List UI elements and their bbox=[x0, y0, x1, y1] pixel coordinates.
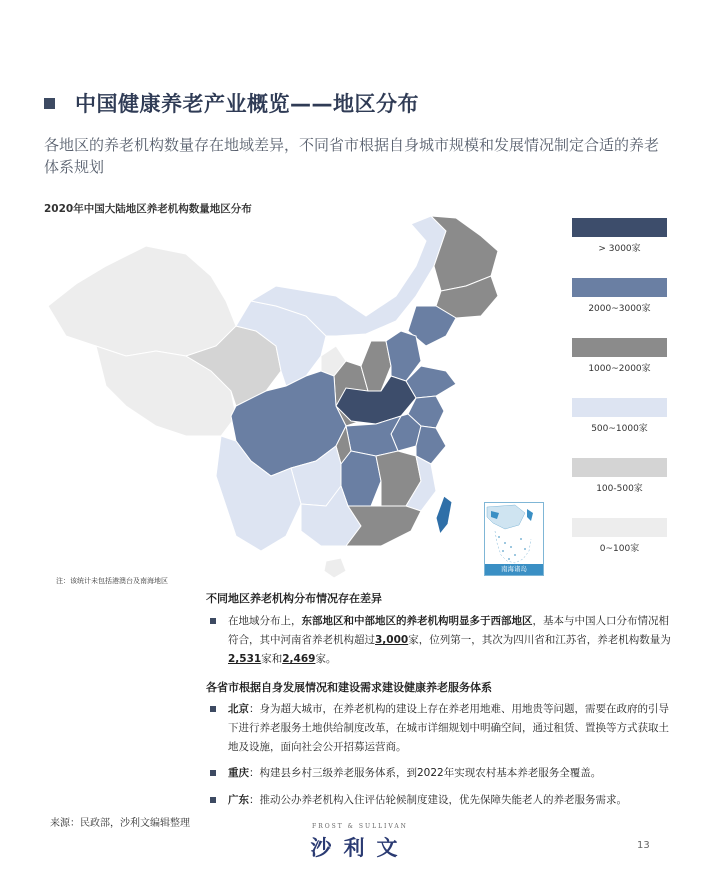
legend-item bbox=[572, 458, 668, 518]
bullet-guangdong bbox=[206, 791, 676, 810]
section1-text bbox=[228, 612, 676, 669]
text-run: 家和 bbox=[261, 653, 283, 665]
page-number: 13 bbox=[637, 840, 650, 851]
section1-bullet bbox=[206, 612, 676, 669]
legend-item bbox=[572, 338, 668, 398]
text-run-bold: 东部地区和中部地区的养老机构明显多于西部地区 bbox=[301, 615, 533, 627]
text-run: ：身为超大城市，在养老机构的建设上存在养老用地难、用地贵等问题，需要在政府的引导下进行养老服务土地供给制度改革，在城市详细规划中明确空间，通过租赁、置换等方式获取土地及设施，面向社会公开招募运营商。 bbox=[228, 703, 669, 753]
page-subtitle: 各地区的养老机构数量存在地域差异，不同省市根据自身城市规模和发展情况制定合适的养老体系规划 bbox=[44, 136, 660, 176]
beijing-label: 北京 bbox=[228, 703, 249, 715]
chongqing-label: 重庆 bbox=[228, 767, 249, 779]
legend-label: 1000~2000家 bbox=[588, 364, 651, 374]
map-note: 注：该统计未包括港澳台及南海地区 bbox=[56, 577, 168, 585]
region-hunan bbox=[341, 451, 381, 506]
region-taiwan bbox=[436, 496, 452, 534]
legend-swatch bbox=[572, 278, 667, 297]
source-note: 来源：民政部，沙利文编辑整理 bbox=[50, 818, 190, 829]
china-map bbox=[36, 206, 556, 586]
south-china-sea-inset bbox=[484, 502, 544, 576]
value-henan: 3,000 bbox=[375, 634, 409, 646]
map-legend bbox=[572, 218, 668, 578]
region-xinjiang bbox=[48, 246, 236, 356]
legend-swatch bbox=[572, 398, 667, 417]
china-map-svg bbox=[36, 206, 556, 586]
text-run: 家，位列第一，其次为四川省和江苏省，养老机构数量为 bbox=[408, 634, 671, 646]
section1-heading: 不同地区养老机构分布情况存在差异 bbox=[206, 592, 382, 605]
chongqing-text bbox=[228, 764, 676, 783]
text-run: ：构建县乡村三级养老服务体系，到2022年实现农村基本养老服务全覆盖。 bbox=[249, 767, 602, 779]
logo-top-text: FROST & SULLIVAN bbox=[312, 823, 408, 830]
beijing-text bbox=[228, 700, 676, 757]
bullet-square-icon bbox=[210, 706, 216, 712]
value-sichuan: 2,531 bbox=[228, 653, 262, 665]
legend-item bbox=[572, 398, 668, 458]
guangdong-label: 广东 bbox=[228, 794, 249, 806]
text-run: ：推动公办养老机构入住评估轮候制度建设，优先保障失能老人的养老服务需求。 bbox=[249, 794, 627, 806]
legend-swatch bbox=[572, 518, 667, 537]
legend-swatch bbox=[572, 218, 667, 237]
legend-label: 100-500家 bbox=[596, 484, 643, 494]
title-row bbox=[44, 88, 419, 118]
map-title: 2020年中国大陆地区养老机构数量地区分布 bbox=[44, 203, 252, 215]
title-bullet-icon bbox=[44, 98, 55, 109]
text-run: 家。 bbox=[315, 653, 337, 665]
legend-label: 2000~3000家 bbox=[588, 304, 651, 314]
legend-swatch bbox=[572, 458, 667, 477]
legend-label: 0~100家 bbox=[599, 544, 640, 554]
bullet-square-icon bbox=[210, 797, 216, 803]
bullet-square-icon bbox=[210, 618, 216, 624]
legend-item bbox=[572, 218, 668, 278]
section2-heading: 各省市根据自身发展情况和建设需求建设健康养老服务体系 bbox=[206, 681, 492, 694]
legend-label: > 3000家 bbox=[598, 244, 641, 254]
text-run: ，基本与中国人口分布情况相符合，其中河南省养老机构超过 bbox=[228, 615, 669, 646]
legend-item bbox=[572, 278, 668, 338]
text-run: 在地域分布上， bbox=[228, 615, 302, 627]
value-jiangsu: 2,469 bbox=[282, 653, 316, 665]
bullet-square-icon bbox=[210, 770, 216, 776]
guangdong-text bbox=[228, 791, 676, 810]
region-hainan bbox=[324, 558, 346, 578]
inset-caption: 南海诸岛 bbox=[485, 564, 543, 575]
legend-label: 500~1000家 bbox=[591, 424, 648, 434]
legend-swatch bbox=[572, 338, 667, 357]
page-title: 中国健康养老产业概览——地区分布 bbox=[75, 92, 419, 116]
bullet-beijing bbox=[206, 700, 676, 757]
legend-item bbox=[572, 518, 668, 578]
logo-main-text: 沙利文 bbox=[310, 836, 410, 860]
frost-sullivan-logo bbox=[300, 823, 420, 862]
bullet-chongqing bbox=[206, 764, 676, 783]
